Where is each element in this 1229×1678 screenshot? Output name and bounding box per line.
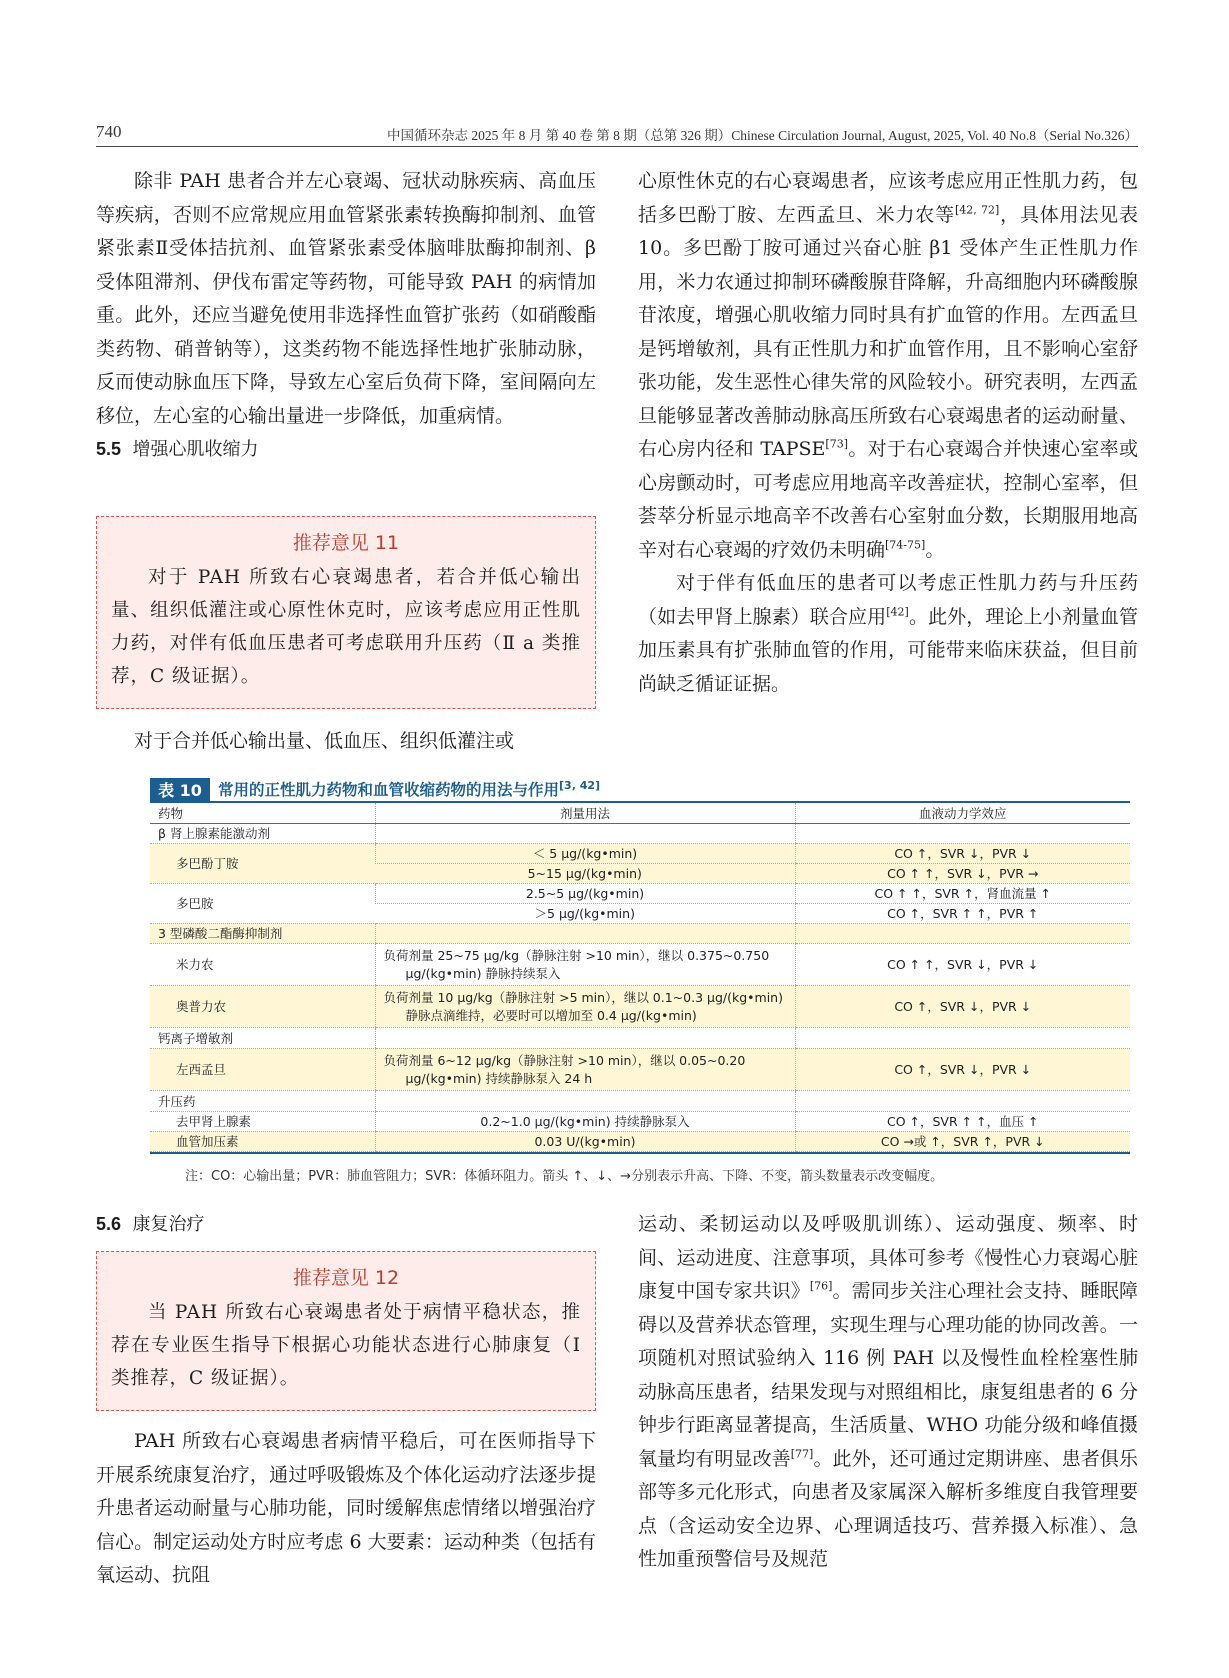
table-header-row bbox=[150, 803, 1130, 823]
effect-cell: CO ↑，SVR ↑ ↑，PVR ↑ bbox=[795, 903, 1130, 923]
table-note: 注：CO：心输出量；PVR：肺血管阻力；SVR：体循环阻力。箭头 ↑、↓、→分别表示升高、下降、不变，箭头数量表示改变幅度。 bbox=[185, 1169, 944, 1184]
citation: [73] bbox=[825, 437, 848, 451]
text-run: 对于伴有低血压的患者可以考虑正性肌力药与升压药（如去甲肾上腺素）联合应用 bbox=[638, 572, 1138, 628]
table-row bbox=[150, 1090, 1130, 1111]
drug-name-cell: 多巴酚丁胺 bbox=[150, 843, 375, 883]
drug-name-cell: 米力农 bbox=[150, 943, 375, 985]
dose-line: μg/(kg•min) 持续静脉泵入 24 h bbox=[405, 1071, 593, 1086]
citation: [42] bbox=[886, 605, 909, 619]
recommendation-title: 推荐意见 12 bbox=[292, 1267, 400, 1289]
citation: [3, 42] bbox=[559, 778, 601, 792]
right-column-bottom bbox=[638, 1208, 1138, 1577]
dose-cell: 0.2~1.0 μg/(kg•min) 持续静脉泵入 bbox=[375, 1111, 795, 1131]
right-column-top bbox=[638, 165, 1138, 701]
effect-cell: CO →或 ↑，SVR ↑，PVR ↓ bbox=[795, 1131, 1130, 1151]
left-column-bottom-text bbox=[96, 1425, 596, 1593]
table-title-bar bbox=[150, 778, 1130, 803]
citation: [42, 72] bbox=[954, 203, 1000, 217]
dose-line: 静脉点滴维持，必要时可以增加至 0.4 μg/(kg•min) bbox=[405, 1008, 697, 1023]
paragraph: 除非 PAH 患者合并左心衰竭、冠状动脉疾病、高血压等疾病，否则不应常规应用血管紧张素转换酶抑制剂、血管紧张素Ⅱ受体拮抗剂、血管紧张素受体脑啡肽酶抑制剂、β 受体阻滞剂、伊伐布雷定等药物，可能导致 PAH 的病情加重。此外，还应当避免使用非选择性血管扩张药（如硝酸酯类药物、硝普钠等），这类药物不能选择性地扩张肺动脉，反而使动脉血压下降，导致左心室后负荷下降，室间隔向左移位，左心室的心输出量进一步降低，加重病情。 bbox=[96, 170, 596, 427]
section-heading-5-5 bbox=[96, 433, 596, 467]
section-heading-5-6 bbox=[96, 1208, 596, 1242]
table-row bbox=[150, 823, 1130, 843]
citation: [74-75] bbox=[885, 538, 926, 552]
dose-line: 负荷剂量 10 μg/kg（静脉注射 >5 min），继以 0.1~0.3 μg/(kg•min) bbox=[383, 990, 783, 1005]
recommendation-title: 推荐意见 11 bbox=[292, 532, 400, 554]
text-run: 。 bbox=[925, 538, 945, 561]
left-column-continue bbox=[96, 725, 596, 759]
header-rule bbox=[96, 146, 1138, 147]
dose-cell: 2.5~5 μg/(kg•min) bbox=[375, 883, 795, 903]
table-row bbox=[150, 883, 1130, 903]
table-row bbox=[150, 1131, 1130, 1151]
effect-cell: CO ↑，SVR ↑ ↑，血压 ↑ bbox=[795, 1111, 1130, 1131]
drug-name-cell: 左西孟旦 bbox=[150, 1048, 375, 1090]
column-header: 剂量用法 bbox=[375, 803, 795, 823]
recommendation-box-11 bbox=[96, 516, 596, 709]
data-table bbox=[150, 803, 1130, 1152]
drug-name-cell: 血管加压素 bbox=[150, 1131, 375, 1151]
text-run: 心原性休克的右心衰竭患者，应该考虑应用正性肌力药，包括多巴酚丁胺、左西孟旦、米力农等 bbox=[638, 170, 1138, 226]
section-title: 增强心肌收缩力 bbox=[132, 439, 259, 460]
text-run: 。对于右心衰竭合并快速心室率或心房颤动时，可考虑应用地高辛改善症状，控制心室率，但荟萃分析显示地高辛不改善右心室射血分数，长期服用地高辛对右心衰竭的疗效仍未明确 bbox=[638, 438, 1138, 561]
journal-title: 中国循环杂志 2025 年 8 月 第 40 卷 第 8 期（总第 326 期）Chinese Circulation Journal, August, 2025, Vol. 40 No.8（Serial No.326） bbox=[387, 128, 1138, 143]
paragraph: 对于合并低心输出量、低血压、组织低灌注或 bbox=[134, 730, 515, 752]
table-row bbox=[150, 843, 1130, 863]
dose-cell: 5~15 μg/(kg•min) bbox=[375, 863, 795, 883]
category-cell: 钙离子增敏剂 bbox=[150, 1027, 375, 1048]
dose-cell bbox=[375, 943, 795, 985]
section-number: 5.5 bbox=[96, 439, 122, 459]
text-run: 运动、柔韧运动以及呼吸肌训练）、运动强度、频率、时间、运动进度、注意事项，具体可参考《慢性心力衰竭心脏康复中国专家共识》 bbox=[638, 1213, 1138, 1302]
text-run: 。需同步关注心理社会支持、睡眠障碍以及营养状态管理，实现生理与心理功能的协同改善。一项随机对照试验纳入 116 例 PAH 以及慢性血栓栓塞性肺动脉高压患者，结果发现与对照组相比，康复组患者的 6 分钟步行距离显著提高，生活质量、WHO 功能分级和峰值摄氧量均有明显改善 bbox=[638, 1280, 1138, 1470]
left-column-bottom bbox=[96, 1208, 596, 1242]
left-column-top bbox=[96, 165, 596, 467]
table-row bbox=[150, 985, 1130, 1027]
text-run: 。此外，还可通过定期讲座、患者俱乐部等多元化形式，向患者及家属深入解析多维度自我管理要点（含运动安全边界、心理调适技巧、营养摄入标准）、急性加重预警信号及规范 bbox=[638, 1447, 1138, 1570]
category-cell: 3 型磷酸二酯酶抑制剂 bbox=[150, 923, 375, 943]
effect-cell: CO ↑，SVR ↓，PVR ↓ bbox=[795, 1048, 1130, 1090]
drug-name-cell: 奥普力农 bbox=[150, 985, 375, 1027]
paragraph bbox=[638, 1208, 1138, 1577]
page-number: 740 bbox=[96, 122, 122, 141]
category-cell: β 肾上腺素能激动剂 bbox=[150, 823, 375, 843]
dose-line: 负荷剂量 6~12 μg/kg（静脉注射 >10 min），继以 0.05~0.20 bbox=[383, 1053, 746, 1068]
table-row bbox=[150, 1027, 1130, 1048]
citation: [77] bbox=[790, 1447, 814, 1461]
paragraph bbox=[638, 165, 1138, 567]
paragraph: PAH 所致右心衰竭患者病情平稳后，可在医师指导下开展系统康复治疗，通过呼吸锻炼及个体化运动疗法逐步提升患者运动耐量与心肺功能，同时缓解焦虑情绪以增强治疗信心。制定运动处方时应考虑 6 大要素：运动种类（包括有氧运动、抗阻 bbox=[96, 1430, 596, 1586]
dose-cell: ＞5 μg/(kg•min) bbox=[375, 903, 795, 923]
effect-cell: CO ↑，SVR ↓，PVR ↓ bbox=[795, 985, 1130, 1027]
text-run: ，具体用法见表 10。多巴酚丁胺可通过兴奋心脏 β1 受体产生正性肌力作用，米力农通过抑制环磷酸腺苷降解，升高细胞内环磷酸腺苷浓度，增强心肌收缩力同时具有扩血管的作用。左西孟旦是钙增敏剂，具有正性肌力和扩血管作用，且不影响心室舒张功能，发生恶性心律失常的风险较小。研究表明，左西孟旦能够显著改善肺动脉高压所致右心衰竭患者的运动耐量、右心房内径和 TAPSE bbox=[638, 203, 1138, 460]
drug-name-cell: 多巴胺 bbox=[150, 883, 375, 923]
dose-cell: ＜ 5 μg/(kg•min) bbox=[375, 843, 795, 863]
table-10 bbox=[150, 778, 1130, 1154]
effect-cell: CO ↑ ↑，SVR ↑，肾血流量 ↑ bbox=[795, 883, 1130, 903]
running-header bbox=[96, 118, 1138, 148]
dose-line: μg/(kg•min) 静脉持续泵入 bbox=[405, 966, 561, 981]
recommendation-body: 对于 PAH 所致右心衰竭患者，若合并低心输出量、组织低灌注或心原性休克时，应该考虑应用正性肌力药，对伴有低血压患者可考虑联用升压药（Ⅱ a 类推荐，C 级证据）。 bbox=[111, 567, 581, 687]
recommendation-body: 当 PAH 所致右心衰竭患者处于病情平稳状态，推荐在专业医生指导下根据心功能状态进行心肺康复（Ⅰ类推荐，C 级证据）。 bbox=[111, 1302, 581, 1389]
recommendation-box-12 bbox=[96, 1251, 596, 1411]
citation: [76] bbox=[809, 1279, 833, 1293]
table-row bbox=[150, 943, 1130, 985]
paragraph bbox=[638, 567, 1138, 701]
table-row bbox=[150, 1048, 1130, 1090]
effect-cell: CO ↑，SVR ↓，PVR ↓ bbox=[795, 843, 1130, 863]
dose-line: 负荷剂量 25~75 μg/kg（静脉注射 >10 min），继以 0.375~0.750 bbox=[383, 948, 770, 963]
table-tag: 表 10 bbox=[150, 778, 210, 803]
column-header: 血液动力学效应 bbox=[795, 803, 1130, 823]
table-bottom-rule bbox=[150, 1152, 1130, 1154]
table-row bbox=[150, 1111, 1130, 1131]
effect-cell: CO ↑ ↑，SVR ↓，PVR → bbox=[795, 863, 1130, 883]
caption-text: 常用的正性肌力药物和血管收缩药物的用法与作用 bbox=[218, 781, 560, 799]
dose-cell bbox=[375, 985, 795, 1027]
table-row bbox=[150, 923, 1130, 943]
section-number: 5.6 bbox=[96, 1214, 122, 1234]
section-title: 康复治疗 bbox=[132, 1214, 205, 1235]
effect-cell: CO ↑ ↑，SVR ↓，PVR ↓ bbox=[795, 943, 1130, 985]
dose-cell bbox=[375, 1048, 795, 1090]
category-cell: 升压药 bbox=[150, 1090, 375, 1111]
text-run: 。此外，理论上小剂量血管加压素具有扩张肺血管的作用，可能带来临床获益，但目前尚缺乏循证证据。 bbox=[638, 605, 1138, 695]
table-caption bbox=[218, 778, 600, 803]
column-header: 药物 bbox=[150, 803, 375, 823]
dose-cell: 0.03 U/(kg•min) bbox=[375, 1131, 795, 1151]
drug-name-cell: 去甲肾上腺素 bbox=[150, 1111, 375, 1131]
